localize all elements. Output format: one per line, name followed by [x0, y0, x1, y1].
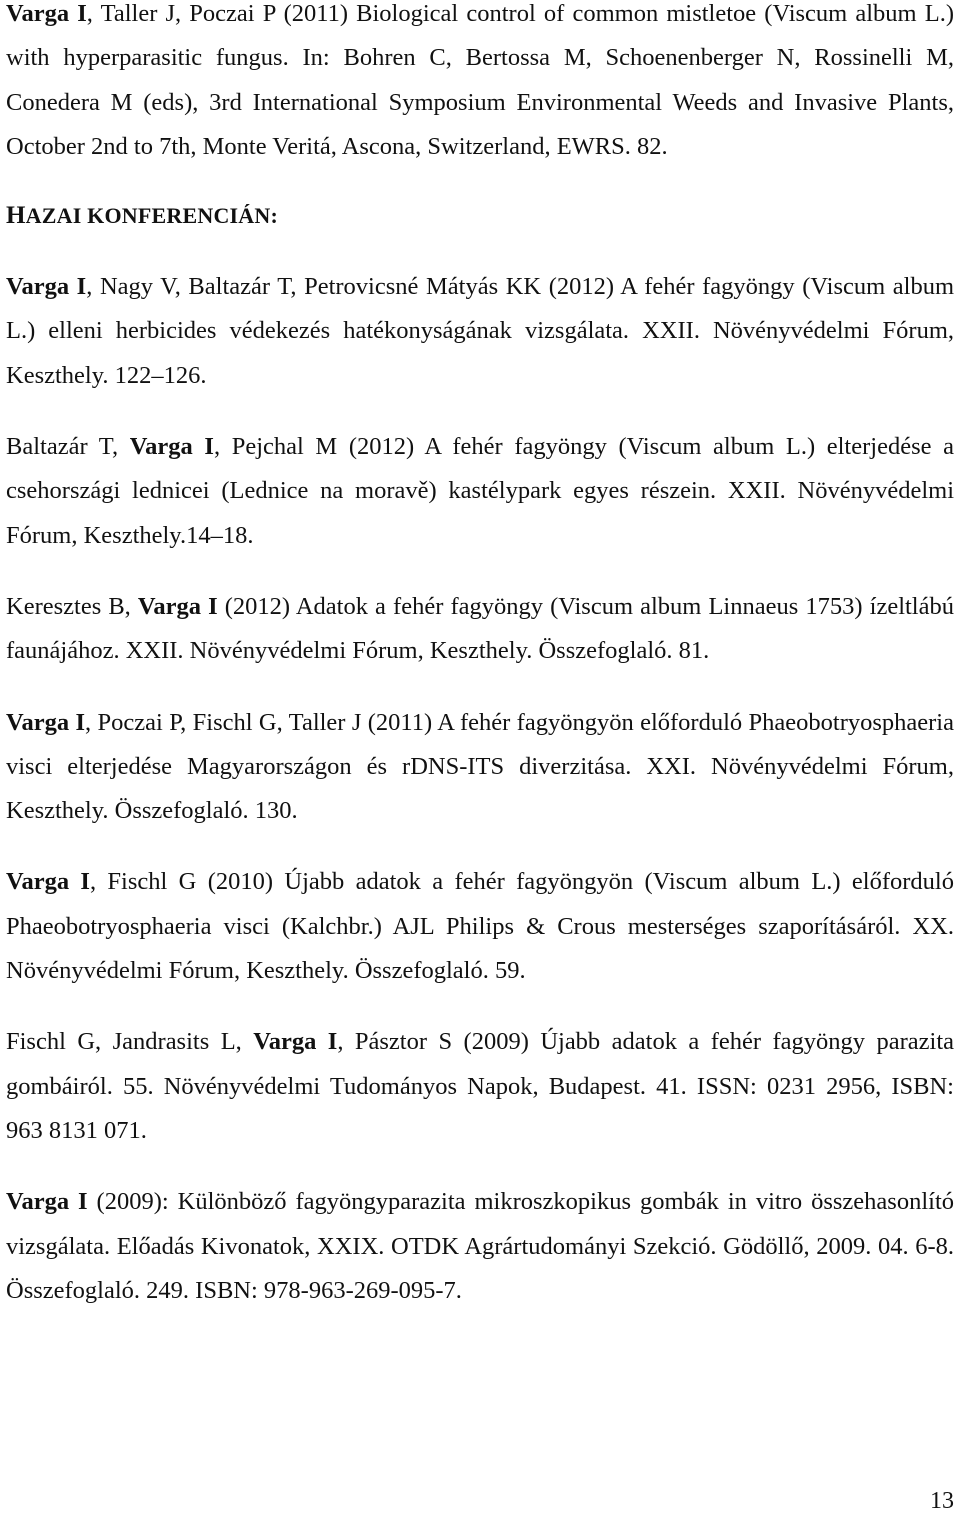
reference-text: , Fischl G (2010) Újabb adatok a fehér fagyöngyön (Viscum album L.) előforduló Phaeobotryosphaeria visci (Kalchbr.) AJL Philips & Crous mesterséges szaporításáról. XX. Növényvédelmi Fórum, Keszthely. Összefoglaló. 59.	[6, 868, 954, 985]
reference-entry	[6, 585, 954, 674]
reference-text: , Poczai P, Fischl G, Taller J (2011) A fehér fagyöngyön előforduló Phaeobotryosphaeria visci elterjedése Magyarországon és rDNS-ITS diverzitása. XXI. Növényvédelmi Fórum, Keszthely. Összefoglaló. 130.	[6, 708, 954, 825]
author-highlight: Varga I	[6, 868, 90, 896]
section-heading	[6, 196, 954, 236]
reference-text: (2012) Adatok a fehér fagyöngy (Viscum album Linnaeus 1753) ízeltlábú faunájához. XXII. Növényvédelmi Fórum, Keszthely. Összefoglaló. 81.	[6, 592, 954, 665]
reference-authors-before: Keresztes B,	[6, 592, 138, 620]
reference-text: (2009): Különböző fagyöngyparazita mikroszkopikus gombák in vitro összehasonlító vizsgálata. Előadás Kivonatok, XXIX. OTDK Agrártudományi Szekció. Gödöllő, 2009. 04. 6-8. Összefoglaló. 249. ISBN: 978-963-269-095-7.	[6, 1188, 955, 1304]
author-highlight: Varga I	[129, 433, 214, 461]
author-highlight: Varga I	[253, 1028, 338, 1056]
reference-entry	[6, 1180, 954, 1313]
reference-text: , Taller J, Poczai P (2011) Biological control of common mistletoe (Viscum album L.) with hyperparasitic fungus. In: Bohren C, Bertossa M, Schoenenberger N, Rossinelli M, Conedera M (eds), 3rd International Symposium Environmental Weeds and Invasive Plants, October 2nd to 7th, Monte Veritá, Ascona, Switzerland, EWRS. 82.	[6, 0, 954, 160]
reference-authors-before: Baltazár T,	[6, 433, 130, 461]
author-highlight: Varga I	[137, 592, 218, 620]
reference-entry	[6, 0, 954, 169]
reference-entry	[6, 860, 954, 993]
reference-entry	[6, 265, 954, 398]
author-highlight: Varga I	[6, 1188, 88, 1216]
reference-text: , Pejchal M (2012) A fehér fagyöngy (Viscum album L.) elterjedése a csehországi lednicei (Lednice na moravě) kastélypark egyes részein. XXII. Növényvédelmi Fórum, Keszthely.14–18.	[6, 433, 954, 549]
reference-entry	[6, 701, 954, 834]
document-page	[6, 0, 954, 1340]
section-heading-initial: H	[6, 202, 26, 230]
author-highlight: Varga I	[6, 273, 87, 301]
page-number: 13	[930, 1488, 954, 1514]
author-highlight: Varga I	[6, 708, 85, 736]
reference-text: , Nagy V, Baltazár T, Petrovicsné Mátyás KK (2012) A fehér fagyöngy (Viscum album L.) elleni herbicides védekezés hatékonyságának vizsgálata. XXII. Növényvédelmi Fórum, Keszthely. 122–126.	[6, 273, 955, 389]
reference-authors-before: Fischl G, Jandrasits L,	[6, 1028, 254, 1056]
reference-entry	[6, 1020, 954, 1153]
reference-entry	[6, 425, 954, 558]
reference-text: , Pásztor S (2009) Újabb adatok a fehér fagyöngy parazita gombáiról. 55. Növényvédelmi Tudományos Napok, Budapest. 41. ISSN: 0231 2956, ISBN: 963 8131 071.	[6, 1028, 954, 1144]
author-highlight: Varga I	[6, 0, 87, 27]
section-heading-rest: AZAI KONFERENCIÁN:	[25, 203, 278, 229]
